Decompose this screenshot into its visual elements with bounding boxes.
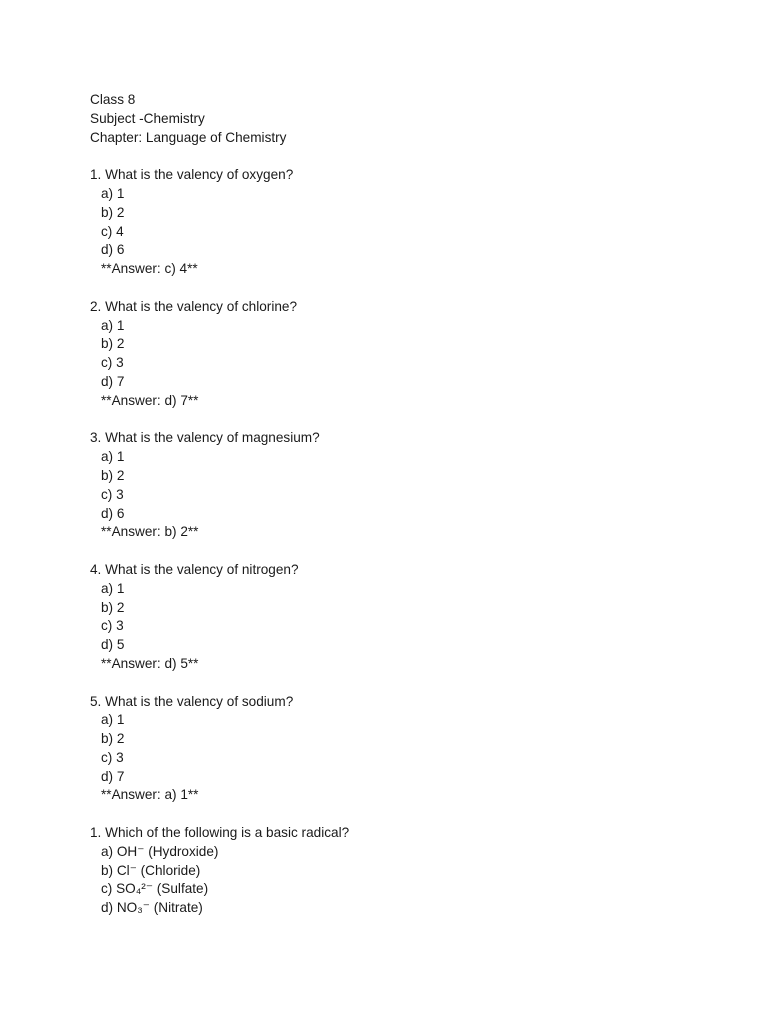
option-c: c) SO₄²⁻ (Sulfate)	[101, 881, 209, 897]
question-block	[90, 824, 730, 918]
question-block	[90, 429, 730, 542]
question-block	[90, 561, 730, 674]
option-c: c) 3	[101, 355, 124, 371]
option-c: c) 3	[101, 486, 124, 502]
option-a: a) OH⁻ (Hydroxide)	[101, 843, 219, 859]
option-b: b) 2	[101, 467, 125, 483]
question-prompt: 5. What is the valency of sodium?	[90, 693, 294, 709]
question-prompt: 4. What is the valency of nitrogen?	[90, 561, 299, 577]
document-page	[90, 91, 730, 937]
question-prompt: 1. What is the valency of oxygen?	[90, 167, 294, 183]
question-block	[90, 693, 730, 806]
question-block	[90, 298, 730, 411]
answer-line: **Answer: c) 4**	[101, 261, 198, 277]
answer-line: **Answer: d) 7**	[101, 392, 199, 408]
answer-line: **Answer: a) 1**	[101, 787, 199, 803]
option-c: c) 3	[101, 749, 124, 765]
answer-line: **Answer: b) 2**	[101, 524, 199, 540]
option-c: c) 3	[101, 618, 124, 634]
option-a: a) 1	[101, 580, 125, 596]
class-label: Class 8	[90, 92, 136, 107]
option-d: d) 7	[101, 373, 125, 389]
option-a: a) 1	[101, 317, 125, 333]
answer-line: **Answer: d) 5**	[101, 655, 199, 671]
option-d: d) 6	[101, 505, 125, 521]
subject-label: Subject -Chemistry	[90, 110, 205, 126]
chapter-label: Chapter: Language of Chemistry	[90, 129, 287, 145]
option-c: c) 4	[101, 223, 124, 239]
option-a: a) 1	[101, 185, 125, 201]
option-b: b) 2	[101, 731, 125, 747]
option-b: b) Cl⁻ (Chloride)	[101, 862, 201, 878]
option-d: d) NO₃⁻ (Nitrate)	[101, 900, 203, 916]
question-block	[90, 166, 730, 279]
question-prompt: 1. Which of the following is a basic radical?	[90, 825, 350, 841]
document-header	[90, 91, 730, 147]
option-d: d) 5	[101, 637, 125, 653]
question-prompt: 2. What is the valency of chlorine?	[90, 298, 298, 314]
option-d: d) 6	[101, 242, 125, 258]
question-prompt: 3. What is the valency of magnesium?	[90, 430, 320, 446]
option-b: b) 2	[101, 599, 125, 615]
option-b: b) 2	[101, 336, 125, 352]
option-a: a) 1	[101, 712, 125, 728]
option-a: a) 1	[101, 449, 125, 465]
option-d: d) 7	[101, 768, 125, 784]
option-b: b) 2	[101, 204, 125, 220]
